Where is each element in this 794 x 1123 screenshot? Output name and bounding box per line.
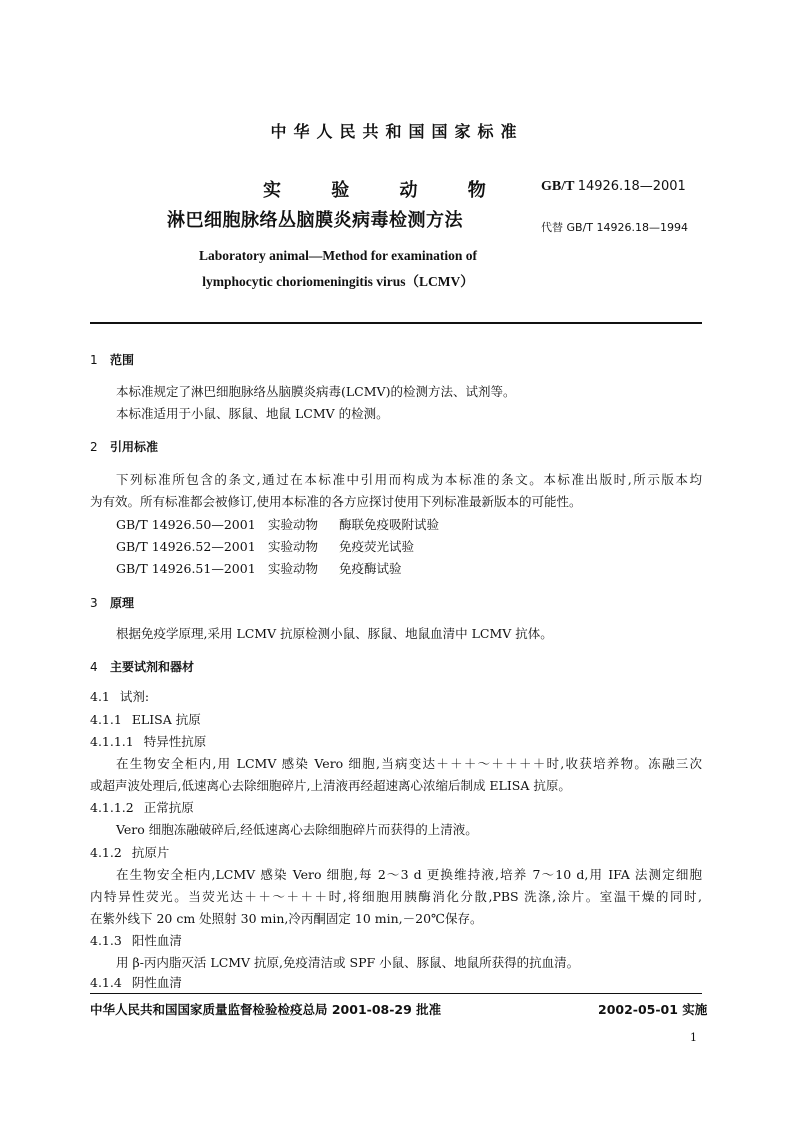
paragraph: 下列标准所包含的条文,通过在本标准中引用而构成为本标准的条文。本标准出版时,所示版本均 — [116, 472, 702, 487]
clause-number: 4.1.2 — [90, 845, 122, 860]
section-heading-1 — [90, 353, 702, 367]
section-title: 主要试剂和器材 — [110, 660, 195, 674]
clause-title: ELISA 抗原 — [131, 712, 201, 727]
clause-title: 特异性抗原 — [143, 734, 207, 749]
reference-code: GB/T 14926.52—2001 — [116, 539, 256, 554]
clause-4-1 — [90, 690, 702, 704]
clause-title: 阴性血清 — [131, 975, 182, 990]
reference-item — [90, 518, 702, 532]
reference-category: 实验动物 — [268, 517, 319, 532]
paragraph: 本标准规定了淋巴细胞脉络丛脑膜炎病毒(LCMV)的检测方法、试剂等。 — [116, 384, 516, 399]
clause-number: 4.1.1.2 — [90, 800, 134, 815]
reference-category: 实验动物 — [268, 539, 319, 554]
page-number: 1 — [690, 1031, 697, 1044]
clause-4-1-1 — [90, 713, 702, 727]
paragraph: 内特异性荧光。当荧光达＋＋～＋＋＋时,将细胞用胰酶消化分散,PBS 洗涤,涂片。室温干燥的同时, — [90, 889, 702, 904]
clause-title: 正常抗原 — [143, 800, 194, 815]
section-title: 范围 — [110, 353, 135, 367]
section-number: 3 — [90, 596, 98, 610]
reference-item — [90, 540, 702, 554]
footer-divider — [90, 993, 702, 994]
section-number: 2 — [90, 440, 98, 454]
section-number: 1 — [90, 353, 98, 367]
english-title-line-1: Laboratory animal—Method for examination of — [199, 248, 477, 263]
section-heading-3 — [90, 596, 702, 610]
paragraph: Vero 细胞冻融破碎后,经低速离心去除细胞碎片而获得的上清液。 — [116, 822, 478, 837]
english-title-line-2: lymphocytic choriomeningitis virus（LCMV） — [202, 274, 474, 289]
clause-4-1-4 — [90, 976, 702, 990]
clause-number: 4.1.3 — [90, 933, 122, 948]
paragraph: 在紫外线下 20 cm 处照射 30 min,冷丙酮固定 10 min,－20℃保存。 — [90, 911, 483, 926]
section-number: 4 — [90, 660, 98, 674]
clause-4-1-1-1 — [90, 735, 702, 749]
paragraph: 或超声波处理后,低速离心去除细胞碎片,上清液再经超速离心浓缩后制成 ELISA 抗原。 — [90, 778, 571, 793]
section-title: 引用标准 — [110, 440, 159, 454]
clause-title: 抗原片 — [131, 845, 170, 860]
clause-number: 4.1.1 — [90, 712, 122, 727]
clause-4-1-3 — [90, 934, 702, 948]
reference-category: 实验动物 — [268, 561, 319, 576]
standard-code: 14926.18—2001 — [577, 179, 686, 194]
reference-name: 酶联免疫吸附试验 — [339, 517, 440, 532]
section-heading-2 — [90, 440, 702, 454]
title-line-1: 实 验 动 物 — [263, 180, 508, 201]
title-line-2: 淋巴细胞脉络丛脑膜炎病毒检测方法 — [167, 210, 463, 231]
reference-name: 免疫酶试验 — [339, 561, 402, 576]
clause-title: 试剂: — [119, 689, 150, 704]
approval-statement: 中华人民共和国国家质量监督检验检疫总局 2001-08-29 批准 — [90, 1002, 442, 1017]
reference-code: GB/T 14926.50—2001 — [116, 517, 256, 532]
replaces-standard: 代替 GB/T 14926.18—1994 — [541, 221, 688, 234]
paragraph: 为有效。所有标准都会被修订,使用本标准的各方应探讨使用下列标准最新版本的可能性。 — [90, 494, 582, 509]
paragraph: 在生物安全柜内,LCMV 感染 Vero 细胞,每 2～3 d 更换维持液,培养 7～10 d,用 IFA 法测定细胞 — [116, 867, 702, 882]
standard-prefix: GB/T — [541, 179, 575, 194]
clause-4-1-2 — [90, 846, 702, 860]
reference-code: GB/T 14926.51—2001 — [116, 561, 256, 576]
reference-item — [90, 562, 702, 576]
paragraph: 用 β-丙内脂灭活 LCMV 抗原,免疫清洁或 SPF 小鼠、豚鼠、地鼠所获得的抗血清。 — [116, 955, 580, 970]
clause-4-1-1-2 — [90, 801, 702, 815]
section-title: 原理 — [110, 596, 135, 610]
clause-number: 4.1 — [90, 689, 110, 704]
section-heading-4 — [90, 660, 702, 674]
issuing-country-heading: 中华人民共和国国家标准 — [270, 122, 524, 141]
paragraph: 本标准适用于小鼠、豚鼠、地鼠 LCMV 的检测。 — [116, 406, 389, 421]
clause-title: 阳性血清 — [131, 933, 182, 948]
standard-number — [541, 179, 686, 195]
clause-number: 4.1.4 — [90, 975, 122, 990]
clause-number: 4.1.1.1 — [90, 734, 134, 749]
header-divider — [90, 322, 702, 324]
implementation-date: 2002-05-01 实施 — [598, 1002, 708, 1017]
paragraph: 在生物安全柜内,用 LCMV 感染 Vero 细胞,当病变达＋＋＋～＋＋＋＋时,收获培养物。冻融三次 — [116, 756, 702, 771]
paragraph: 根据免疫学原理,采用 LCMV 抗原检测小鼠、豚鼠、地鼠血清中 LCMV 抗体。 — [116, 626, 553, 641]
reference-name: 免疫荧光试验 — [339, 539, 415, 554]
